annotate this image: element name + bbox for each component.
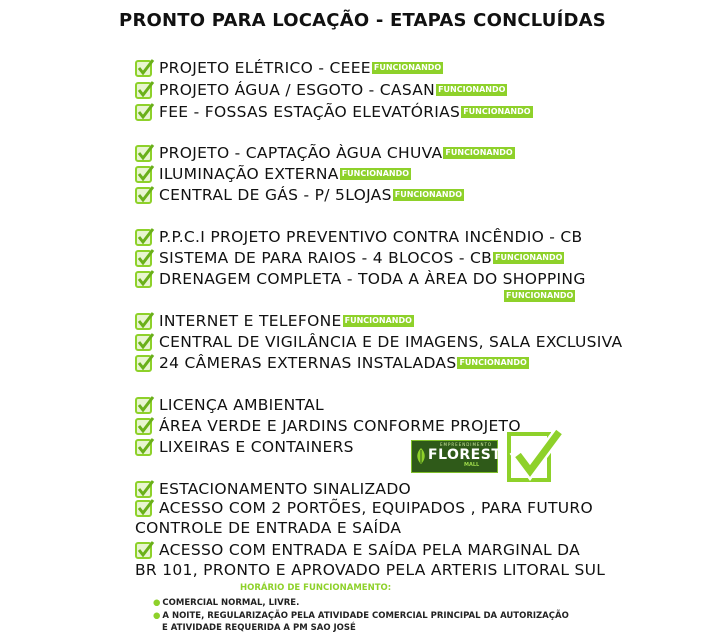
checklist-item — [135, 79, 507, 101]
checkbox-checked-icon — [135, 417, 155, 435]
hours-line — [162, 623, 356, 633]
hours-line-text: A NOITE, REGULARIZAÇÃO PELA ATIVIDADE COMERCIAL PRINCIPAL DA AUTORIZAÇÃO — [162, 611, 569, 621]
checkbox-checked-icon — [135, 480, 155, 498]
hours-line-text: COMERCIAL NORMAL, LIVRE. — [162, 598, 300, 608]
checklist-item — [135, 310, 414, 332]
checkbox-checked-icon — [135, 438, 155, 456]
checklist-item — [135, 268, 586, 290]
checklist-item — [135, 163, 411, 185]
item-text: ÁREA VERDE E JARDINS CONFORME PROJETO — [159, 417, 521, 435]
item-text-line1: ACESSO COM 2 PORTÕES, EQUIPADOS , PARA FUTURO — [159, 499, 594, 517]
checkbox-checked-icon — [135, 144, 155, 162]
item-text-line1: ACESSO COM ENTRADA E SAÍDA PELA MARGINAL DA — [159, 541, 581, 559]
item-text-line2: CONTROLE DE ENTRADA E SAÍDA — [135, 519, 402, 537]
checkbox-checked-icon — [135, 333, 155, 351]
bullet-icon: ● — [153, 611, 161, 621]
checklist-item — [135, 226, 583, 248]
status-badge: FUNCIONANDO — [394, 190, 463, 199]
checkbox-checked-icon — [135, 312, 155, 330]
checkbox-checked-icon — [135, 103, 155, 121]
item-text: P.P.C.I PROJETO PREVENTIVO CONTRA INCÊNDIO - CB — [159, 228, 583, 246]
hours-title: HORÁRIO DE FUNCIONAMENTO: — [240, 583, 392, 593]
item-text: CENTRAL DE VIGILÂNCIA E DE IMAGENS, SALA EXCLUSIVA — [159, 333, 623, 351]
checklist-item — [135, 331, 622, 353]
checklist-item — [135, 247, 564, 269]
hours-line — [153, 598, 299, 608]
logo-name: FLORESTA — [428, 447, 512, 463]
checkbox-checked-icon — [135, 396, 155, 414]
status-badge: FUNCIONANDO — [463, 107, 531, 116]
checkbox-checked-icon — [135, 59, 155, 77]
item-text: ILUMINAÇÃO EXTERNA — [159, 165, 339, 183]
item-text: 24 CÂMERAS EXTERNAS INSTALADAS — [159, 354, 457, 372]
item-text: PROJETO ELÉTRICO - CEEE — [159, 59, 371, 77]
item-text: LICENÇA AMBIENTAL — [159, 396, 324, 414]
checklist-item — [135, 57, 443, 79]
checkbox-checked-icon — [135, 186, 155, 204]
item-text: ESTACIONAMENTO SINALIZADO — [159, 480, 412, 498]
checklist-item-multiline — [135, 540, 605, 580]
hours-line — [153, 611, 569, 621]
checkbox-checked-icon — [135, 354, 155, 372]
status-badge: FUNCIONANDO — [438, 85, 506, 94]
hours-line-text: E ATIVIDADE REQUERIDA A PM SAO JOSÉ — [162, 623, 356, 633]
status-badge: FUNCIONANDO — [373, 63, 442, 72]
status-badge: FUNCIONANDO — [341, 169, 410, 178]
status-badge: FUNCIONANDO — [495, 253, 563, 262]
item-text: PROJETO ÁGUA / ESGOTO - CASAN — [159, 81, 436, 99]
page-title: PRONTO PARA LOCAÇÃO - ETAPAS CONCLUÍDAS — [119, 10, 606, 31]
checkbox-checked-icon — [135, 165, 155, 183]
checklist-item — [135, 142, 515, 164]
status-badge: FUNCIONANDO — [445, 148, 513, 157]
checklist-item — [135, 394, 324, 416]
item-text: PROJETO - CAPTAÇÃO ÀGUA CHUVA — [159, 144, 443, 162]
item-text: SISTEMA DE PARA RAIOS - 4 BLOCOS - CB — [159, 249, 493, 267]
item-text: DRENAGEM COMPLETA - TODA A ÀREA DO SHOPPING — [159, 270, 586, 288]
checklist-item — [135, 101, 533, 123]
logo-top-text: EMPREENDIMENTO — [440, 442, 493, 447]
checkbox-checked-icon — [135, 228, 155, 246]
item-text: INTERNET E TELEFONE — [159, 312, 342, 330]
checkbox-checked-icon — [135, 270, 155, 288]
checklist-item — [135, 184, 464, 206]
item-text-line2: BR 101, PRONTO E APROVADO PELA ARTERIS LITORAL SUL — [135, 561, 606, 579]
big-checkmark-icon — [506, 427, 562, 483]
status-badge: FUNCIONANDO — [506, 291, 574, 300]
checkbox-checked-icon — [135, 541, 155, 559]
checklist-item — [135, 415, 521, 437]
item-text: FEE - FOSSAS ESTAÇÃO ELEVATÓRIAS — [159, 103, 461, 121]
checkbox-checked-icon — [135, 81, 155, 99]
logo-sub-text: MALL — [464, 462, 480, 468]
floresta-mall-logo — [411, 440, 512, 473]
checkbox-checked-icon — [135, 499, 155, 517]
checklist-item — [135, 352, 529, 374]
checklist-item-multiline — [135, 498, 593, 538]
item-text: CENTRAL DE GÁS - P/ 5LOJAS — [159, 186, 392, 204]
status-badge: FUNCIONANDO — [344, 316, 412, 325]
checkbox-checked-icon — [135, 249, 155, 267]
bullet-icon: ● — [153, 598, 161, 608]
leaf-icon — [415, 447, 427, 465]
checklist-item — [135, 478, 411, 500]
status-badge: FUNCIONANDO — [459, 358, 527, 367]
checklist-item — [135, 436, 354, 458]
item-text: LIXEIRAS E CONTAINERS — [159, 438, 354, 456]
